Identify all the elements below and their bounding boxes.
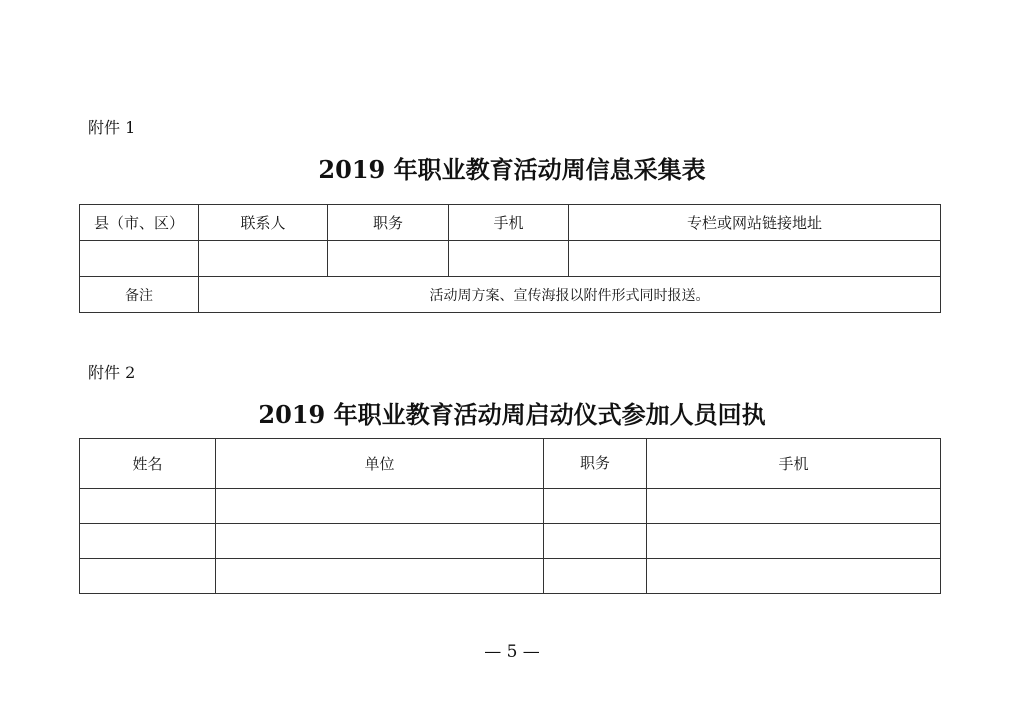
attachment-2-title: 2019 年职业教育活动周启动仪式参加人员回执	[258, 400, 766, 429]
header-position: 职务	[328, 205, 449, 241]
table-cell[interactable]	[216, 489, 544, 524]
table-cell[interactable]	[647, 489, 941, 524]
table-row	[80, 559, 941, 594]
table-cell[interactable]	[80, 524, 216, 559]
table-row	[80, 241, 941, 277]
note-row	[80, 277, 941, 313]
header-link: 专栏或网站链接地址	[569, 205, 941, 241]
header-contact: 联系人	[199, 205, 328, 241]
table-cell[interactable]	[569, 241, 941, 277]
note-label: 备注	[80, 277, 199, 313]
table-cell[interactable]	[199, 241, 328, 277]
table-cell[interactable]	[216, 524, 544, 559]
attendee-receipt-table	[79, 438, 941, 594]
table-cell[interactable]	[80, 489, 216, 524]
header-position: 职务	[544, 439, 647, 489]
table-cell[interactable]	[647, 559, 941, 594]
table-cell[interactable]	[216, 559, 544, 594]
table-cell[interactable]	[449, 241, 569, 277]
attachment-1-label: 附件 1	[88, 118, 136, 137]
table-cell[interactable]	[328, 241, 449, 277]
table-row	[80, 524, 941, 559]
header-county: 县（市、区）	[80, 205, 199, 241]
table-cell[interactable]	[80, 241, 199, 277]
attachment-2-label: 附件 2	[88, 363, 136, 382]
table-cell[interactable]	[544, 489, 647, 524]
note-text: 活动周方案、宣传海报以附件形式同时报送。	[199, 277, 941, 313]
header-name: 姓名	[80, 439, 216, 489]
table-header-row	[80, 205, 941, 241]
info-collection-table	[79, 204, 941, 313]
attachment-1-title: 2019 年职业教育活动周信息采集表	[318, 155, 706, 184]
table-header-row	[80, 439, 941, 489]
header-organization: 单位	[216, 439, 544, 489]
table-cell[interactable]	[544, 559, 647, 594]
table-cell[interactable]	[647, 524, 941, 559]
header-phone: 手机	[449, 205, 569, 241]
table-cell[interactable]	[544, 524, 647, 559]
page-number: — 5 —	[484, 642, 540, 662]
table-row	[80, 489, 941, 524]
header-phone: 手机	[647, 439, 941, 489]
table-cell[interactable]	[80, 559, 216, 594]
